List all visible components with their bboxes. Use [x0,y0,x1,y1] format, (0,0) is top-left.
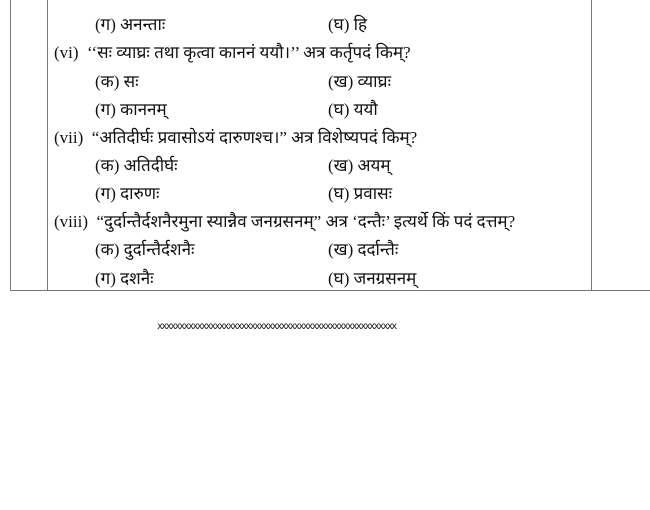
question-vii [54,125,417,148]
option-k: (क) दुर्दान्तैर्दशनैः [95,240,195,259]
option-kh: (ख) अयम् [328,156,391,175]
question-number: (vii) [54,128,84,147]
option-g: (ग) काननम् [95,100,167,119]
option-gh: (घ) हि [328,15,368,34]
option-gh: (घ) प्रवासः [328,184,393,203]
question-text: “अतिदीर्घः प्रवासोऽयं दारुणश्च।” अत्र विशेष्यपदं किम्? [91,128,418,147]
option-gh: (घ) ययौ [328,100,378,119]
option-g: (ग) अनन्ताः [95,15,166,34]
option-gh: (घ) जनग्रसनम् [328,269,417,288]
option-g: (ग) दशनैः [95,269,154,288]
question-vi [54,40,411,63]
option-kh: (ख) दर्दान्तैः [328,240,399,259]
option-k: (क) अतिदीर्घः [95,156,178,175]
question-text: “दुर्दान्तैर्दशनैरमुना स्यान्नैव जनग्रसनम्” अत्र ‘दन्तैः’ इत्यर्थे किं पदं दत्तम्? [96,212,516,231]
question-number: (vi) [54,43,79,62]
end-marker: xxxxxxxxxxxxxxxxxxxxxxxxxxxxxxxxxxxxxxxxxxxxxxxxxxxxxx [157,321,396,332]
question-number: (viii) [54,212,88,231]
option-g: (ग) दारुणः [95,184,160,203]
question-viii [54,209,515,232]
option-kh: (ख) व्याघ्रः [328,72,392,91]
table-divider-right [591,0,592,291]
table-divider-left [47,0,48,291]
question-text: ‘‘सः व्याघ्रः तथा कृत्वा काननं ययौ।’’ अत्र कर्तृपदं किम्? [87,43,411,62]
option-k: (क) सः [95,72,139,91]
